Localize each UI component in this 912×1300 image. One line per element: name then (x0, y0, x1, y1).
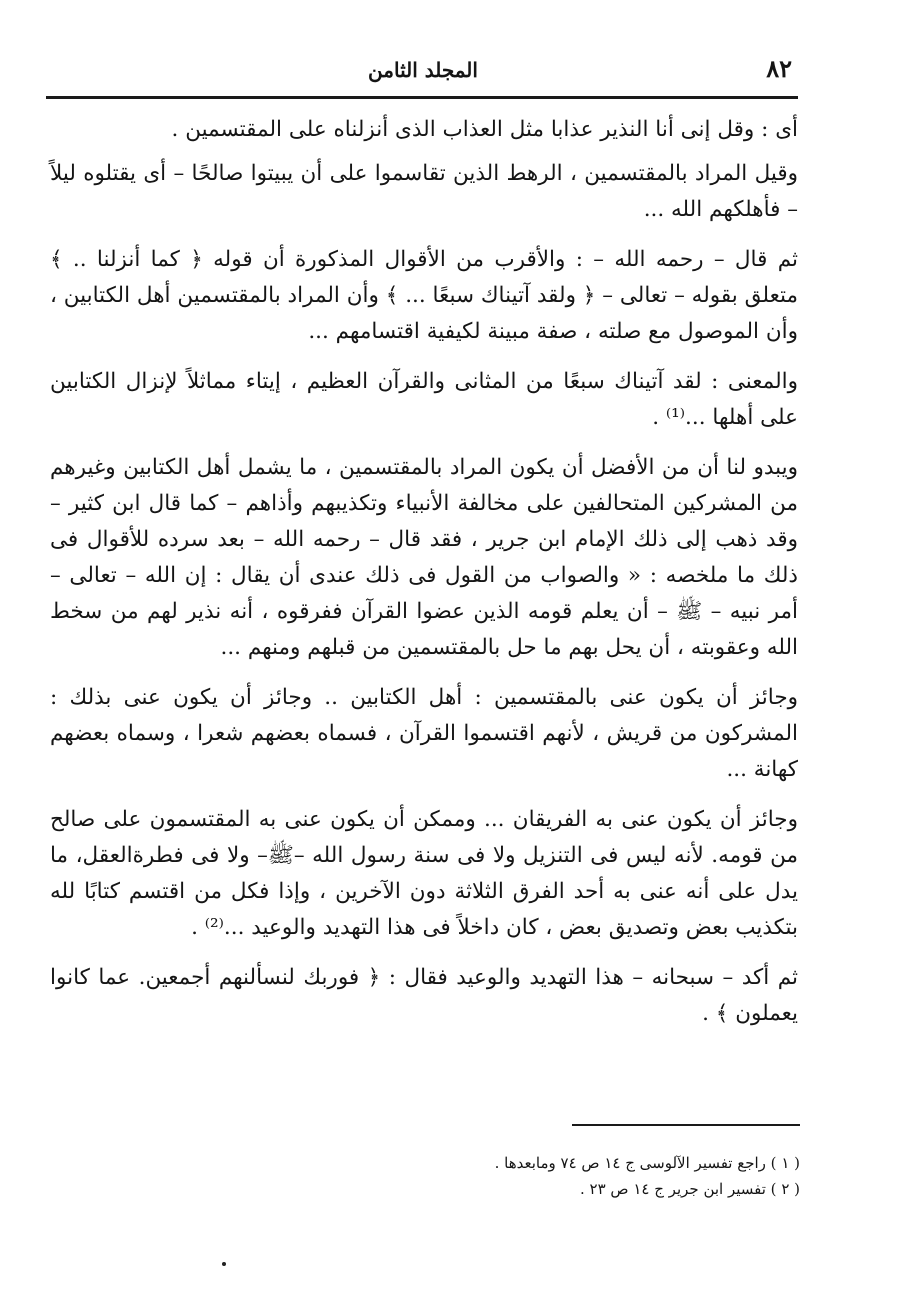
body-text (50, 112, 798, 1046)
paragraph-4: والمعنى : لقد آتيناك سبعًا من المثانى والقرآن العظيم ، إيتاء مماثلاً لإنزال الكتابين على أهلها ...⁽¹⁾ . (50, 369, 798, 430)
header-rule (46, 96, 798, 99)
footnote-rule (572, 1124, 800, 1126)
footnote-2: ( ٢ ) تفسير ابن جرير ج ١٤ ص ٢٣ . (579, 1180, 800, 1198)
page-header (46, 52, 800, 96)
paragraph-6: وجائز أن يكون عنى بالمقتسمين : أهل الكتابين .. وجائز أن يكون عنى بذلك : المشركون من قريش ، لأنهم اقتسموا القرآن ، فسماه بعضهم شعرا ، وسماه بعضهم كهانة ... (50, 685, 798, 782)
running-head: المجلد الثامن (368, 58, 478, 82)
paragraph-8: ثم أكد – سبحانه – هذا التهديد والوعيد فقال : ﴿ فوربك لنسألنهم أجمعين. عما كانوا يعملون ﴾ . (50, 965, 798, 1026)
paragraph-5: ويبدو لنا أن من الأفضل أن يكون المراد بالمقتسمين ، ما يشمل أهل الكتابين وغيرهم من المشركين المتحالفين على مخالفة الأنبياء وتكذيبهم وأذاهم – كما قال ابن كثير – وقد ذهب إلى ذلك الإمام ابن جرير ، فقد قال – رحمه الله – بعد سرده للأقوال فى ذلك ما ملخصه : « والصواب من القول فى ذلك عندى أن يقال : إن الله – تعالى – أمر نبيه – ﷺ – أن يعلم قومه الذين عضوا القرآن ففرقوه ، أنه نذير لهم من سخط الله وعقوبته ، أن يحل بهم ما حل بالمقتسمين من قبلهم ومنهم ... (50, 455, 798, 660)
paragraph-2: وقيل المراد بالمقتسمين ، الرهط الذين تقاسموا على أن يبيتوا صالحًا – أى يقتلوه ليلاً – فأهلكهم الله ... (50, 161, 798, 222)
page-number: ٨٢ (766, 54, 792, 83)
paragraph-3: ثم قال – رحمه الله – : والأقرب من الأقوال المذكورة أن قوله ﴿ كما أنزلنا .. ﴾ متعلق بقوله – تعالى – ﴿ ولقد آتيناك سبعًا ... ﴾ وأن المراد بالمقتسمين أهل الكتابين ، وأن الموصول مع صلته ، صفة مبينة لكيفية اقتسامهم ... (50, 247, 798, 344)
paragraph-1: أى : وقل إنى أنا النذير عذابا مثل العذاب الذى أنزلناه على المقتسمين . (171, 117, 798, 142)
footnote-1: ( ١ ) راجع تفسير الآلوسى ج ١٤ ص ٧٤ ومابعدها . (494, 1154, 800, 1172)
footnotes (330, 1150, 800, 1202)
paragraph-7: وجائز أن يكون عنى به الفريقان ... وممكن أن يكون عنى به المقتسمون على صالح من قومه. لأنه ليس فى التنزيل ولا فى سنة رسول الله –ﷺ– ولا فى فطرةالعقل، ما يدل على أنه عنى به أحد الفرق الثلاثة دون الآخرين ، وإذا فكل من اقتسم كتابًا لله بتكذيب بعض وتصديق بعض ، كان داخلاً فى هذا التهديد والوعيد ...⁽²⁾ . (50, 807, 798, 940)
stray-dot-mark (222, 1262, 226, 1266)
